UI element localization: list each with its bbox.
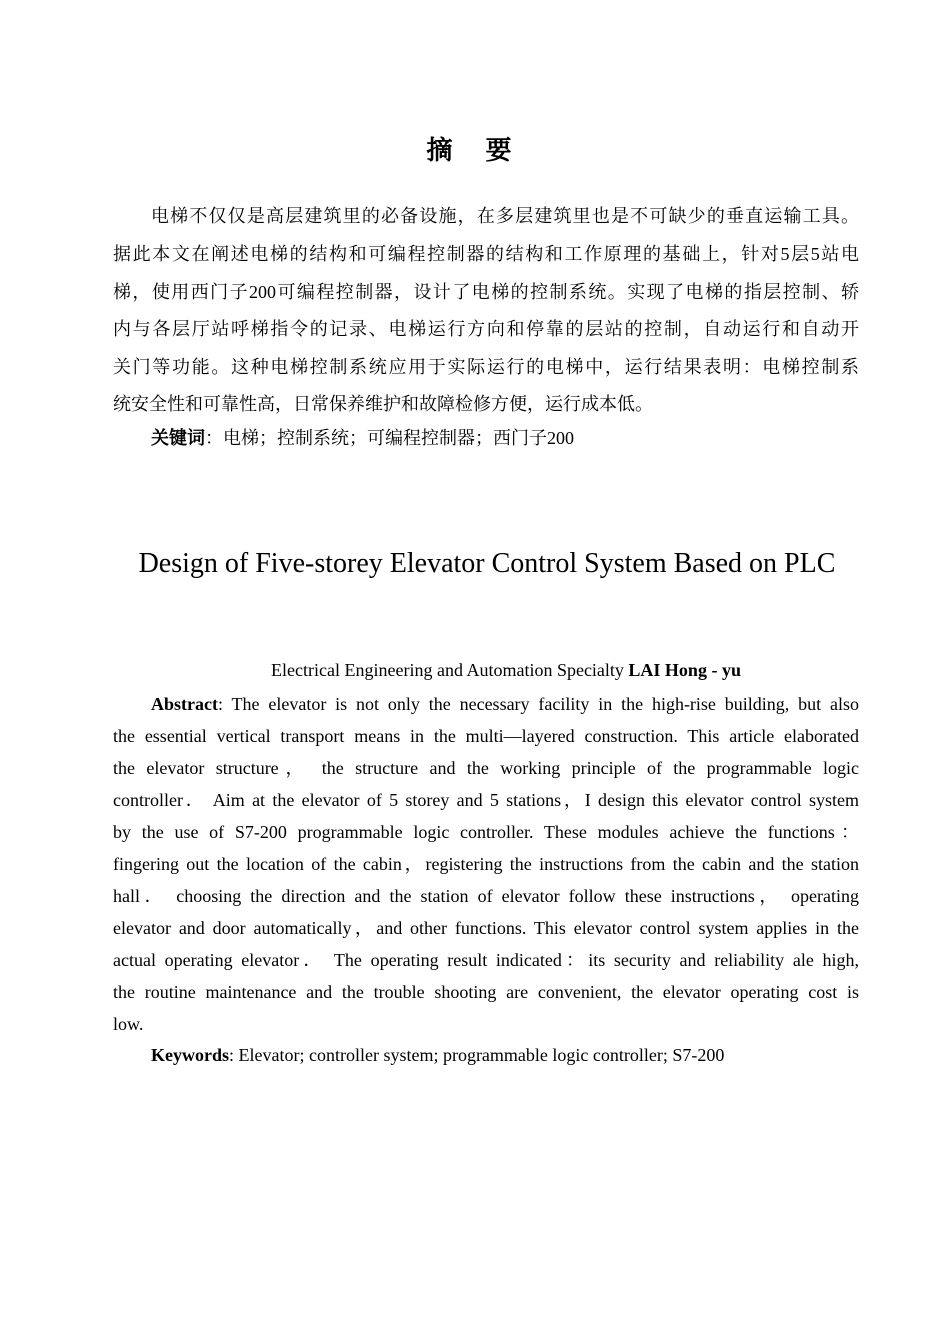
en-abstract-line: elevator and door automatically，and other functions. This elevator control system applies in the bbox=[113, 918, 859, 938]
abstract-label: Abstract bbox=[151, 694, 218, 714]
en-keywords bbox=[151, 1043, 859, 1067]
en-abstract-line: controller． Aim at the elevator of 5 storey and 5 stations，I design this elevator control system bbox=[113, 790, 859, 810]
en-keywords-label: Keywords bbox=[151, 1045, 229, 1065]
en-abstract-line: the essential vertical transport means in the multi—layered construction. This article elaborated bbox=[113, 726, 859, 746]
en-abstract-line: low. bbox=[113, 1014, 144, 1034]
author-name: LAI Hong - yu bbox=[628, 660, 741, 680]
zh-keywords-text: ：电梯；控制系统；可编程控制器；西门子200 bbox=[205, 428, 574, 448]
en-abstract-line: actual operating elevator． The operating result indicated：its security and reliability ale high, bbox=[113, 950, 859, 970]
zh-abstract-line: 电梯不仅仅是高层建筑里的必备设施，在多层建筑里也是不可缺少的垂直运输工具。 bbox=[151, 206, 859, 226]
specialty: Electrical Engineering and Automation Specialty bbox=[271, 660, 629, 680]
zh-abstract-line: 梯，使用西门子200可编程控制器，设计了电梯的控制系统。实现了电梯的指层控制、轿 bbox=[113, 282, 859, 302]
author-line bbox=[0, 660, 950, 681]
zh-keywords-label: 关键词 bbox=[151, 428, 205, 448]
english-title: Design of Five-storey Elevator Control System Based on PLC bbox=[138, 548, 836, 579]
zh-abstract-line: 据此本文在阐述电梯的结构和可编程控制器的结构和工作原理的基础上，针对5层5站电 bbox=[113, 244, 859, 264]
en-abstract-line: fingering out the location of the cabin，registering the instructions from the cabin and the station bbox=[113, 854, 859, 874]
en-abstract-line: hall． choosing the direction and the station of elevator follow these instructions， operating bbox=[113, 886, 859, 906]
zh-abstract-line: 统安全性和可靠性高，日常保养维护和故障检修方便，运行成本低。 bbox=[113, 394, 653, 414]
zh-abstract-line: 关门等功能。这种电梯控制系统应用于实际运行的电梯中，运行结果表明：电梯控制系 bbox=[113, 357, 859, 377]
en-abstract-text: : The elevator is not only the necessary facility in the high-rise building, but also bbox=[217, 694, 859, 714]
en-keywords-text: : Elevator; controller system; programmable logic controller; S7-200 bbox=[229, 1045, 725, 1065]
zh-keywords bbox=[151, 426, 859, 450]
en-abstract-line bbox=[151, 692, 859, 716]
chinese-abstract-title: 摘 要 bbox=[426, 136, 524, 166]
en-abstract-line: the elevator structure， the structure and the working principle of the programmable logic bbox=[113, 758, 859, 778]
en-abstract-line: the routine maintenance and the trouble shooting are convenient, the elevator operating cost is bbox=[113, 982, 859, 1002]
en-abstract-line: by the use of S7-200 programmable logic controller. These modules achieve the functions： bbox=[113, 822, 859, 842]
zh-abstract-line: 内与各层厅站呼梯指令的记录、电梯运行方向和停靠的层站的控制，自动运行和自动开 bbox=[113, 319, 859, 339]
